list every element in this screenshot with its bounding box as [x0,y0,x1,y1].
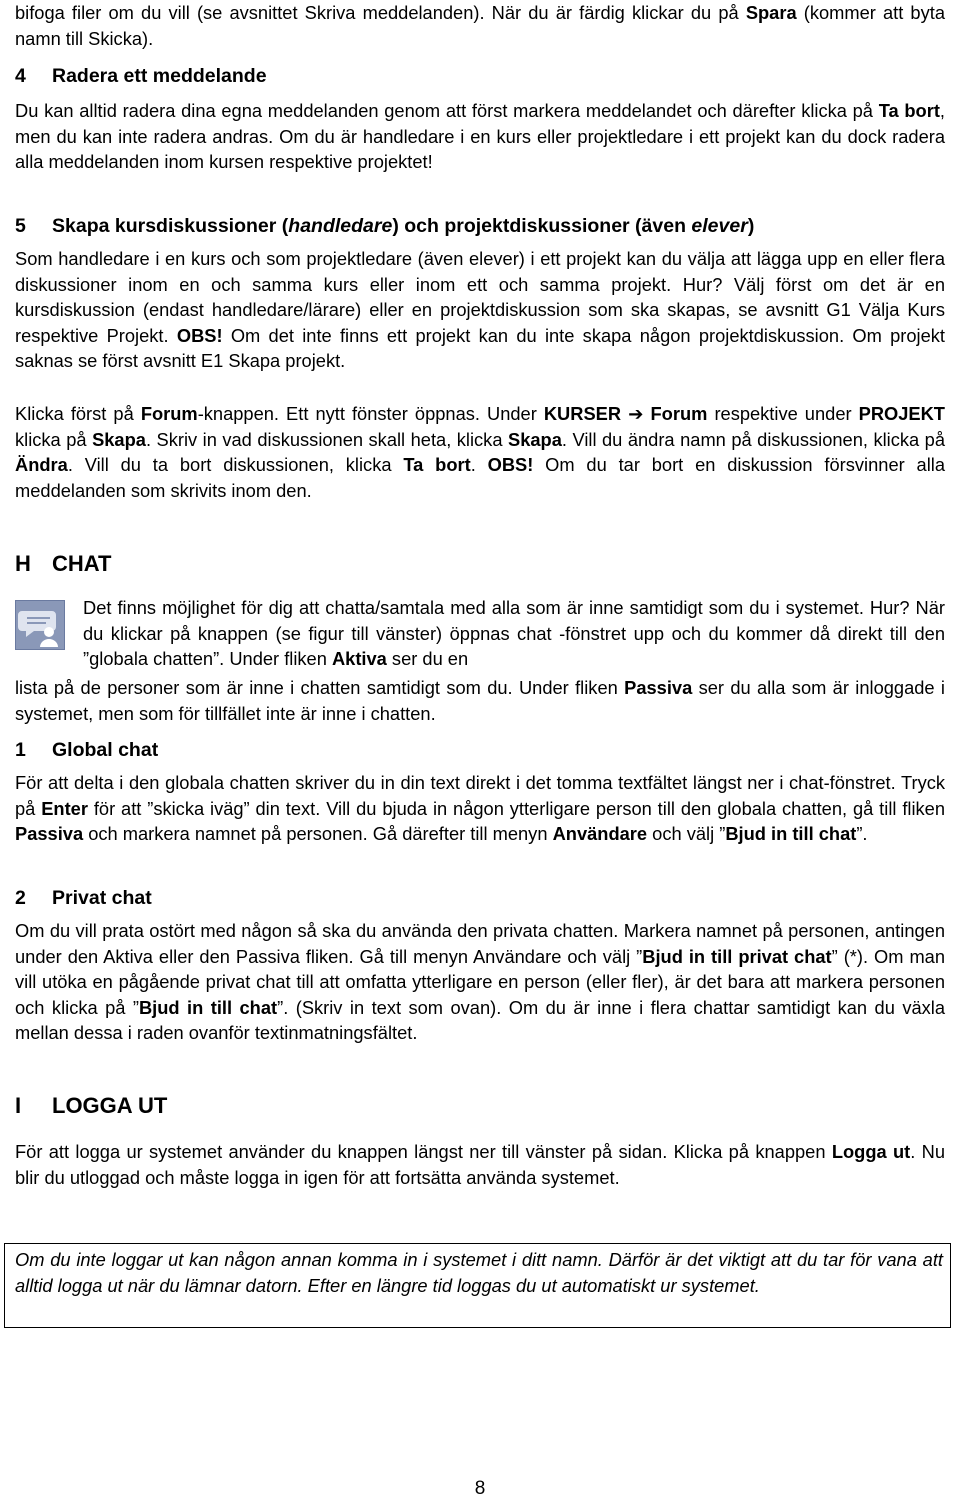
section-5-heading: 5 Skapa kursdiskussioner (handledare) och projektdiskussioner (även elever) [15,215,755,237]
section-2-paragraph: Om du vill prata ostört med någon så ska du använda den privata chatten. Markera namnet på personen, antingen under den Aktiva eller den Passiva fliken. Gå till menyn Användare och välj ”Bjud in till privat chat” (*). Om man vill utöka en pågående privat chat till att omfatta ytterligare en person (eller fler), är det bara att markera personen och klicka på ”Bjud in till chat”. (Skriv in text som ovan). Om du är inne i flera chattar samtidigt kan du växla mellan dessa i raden ovanför textinmatningsfältet. [15,920,946,1044]
section-H-paragraph: Det finns möjlighet för dig att chatta/samtala med alla som är inne samtidigt som du i systemet. Hur? När du klickar på knappen (se figur till vänster) öppnas chat -fönstret upp och du kommer då direkt till den ”globala chatten”. Under fliken Aktiva ser du en [83,597,945,670]
intro-paragraph: bifoga filer om du vill (se avsnittet Skriva meddelanden). När du är färdig klickar du på Spara (kommer att byta namn till Skicka). [15,2,945,49]
section-H-paragraph-continued: lista på de personer som är inne i chatten samtidigt som du. Under fliken Passiva ser du alla som är inloggade i systemet, men som för tillfället inte är inne i chatten. [15,677,945,724]
page-number: 8 [474,1478,486,1499]
arrow-right-icon: ➔ [628,403,644,424]
section-5-paragraph-2: Klicka först på Forum-knappen. Ett nytt fönster öppnas. Under KURSER ➔ Forum respektive under PROJEKT klicka på Skapa. Skriv in vad diskussionen skall heta, klicka Skapa. Vill du ändra namn på diskussionen, klicka på Ändra. Vill du ta bort diskussionen, klicka Ta bort. OBS! Om du tar bort en diskussion försvinner alla meddelanden som skrivits inom den. [15,403,945,501]
section-4-heading: 4 Radera ett meddelande [15,65,267,87]
section-1-heading: 1 Global chat [15,739,159,761]
section-I-heading: I LOGGA UT [15,1093,168,1118]
section-I-paragraph: För att logga ur systemet använder du knappen längst ner till vänster på sidan. Klicka på knappen Logga ut. Nu blir du utloggad och måste logga in igen för att fortsätta använda systemet. [15,1141,946,1188]
chat-person-icon[interactable] [15,600,65,650]
logout-warning-box [4,1243,951,1328]
logout-warning-text: Om du inte loggar ut kan någon annan komma in i systemet i ditt namn. Därför är det viktigt att du tar för vana att alltid logga ut när du lämnar datorn. Efter en längre tid loggas du ut automatiskt ur systemet. [15,1249,943,1296]
section-2-heading: 2 Privat chat [15,887,152,909]
section-1-paragraph: För att delta i den globala chatten skriver du in din text direkt i det tomma textfältet längst ner i chat-fönstret. Tryck på Enter för att ”skicka iväg” din text. Vill du bjuda in någon ytterligare person till den globala chatten, gå till fliken Passiva och markera namnet på personen. Gå därefter till menyn Användare och välj ”Bjud in till chat”. [15,772,945,845]
section-4-paragraph: Du kan alltid radera dina egna meddelanden genom att först markera meddelandet och därefter klicka på Ta bort, men du kan inte radera andras. Om du är handledare i en kurs eller projektledare i ett projekt kan du dock radera alla meddelanden inom kursen respektive projektet! [15,100,946,173]
section-H-heading: H CHAT [15,551,112,576]
section-5-paragraph-1: Som handledare i en kurs och som projektledare (även elever) i ett projekt kan du välja att lägga upp en eller flera diskussioner inom en och samma kurs eller inom ett och samma projekt. Hur? Välj först om det är en kursdiskussion (endast handledare/lärare) eller en projektdiskussion som ska skapas, se avsnitt G1 Välja Kurs respektive Projekt. OBS! Om det inte finns ett projekt kan du inte skapa någon projektdiskussion. Om projekt saknas se först avsnitt E1 Skapa projekt. [15,248,946,372]
